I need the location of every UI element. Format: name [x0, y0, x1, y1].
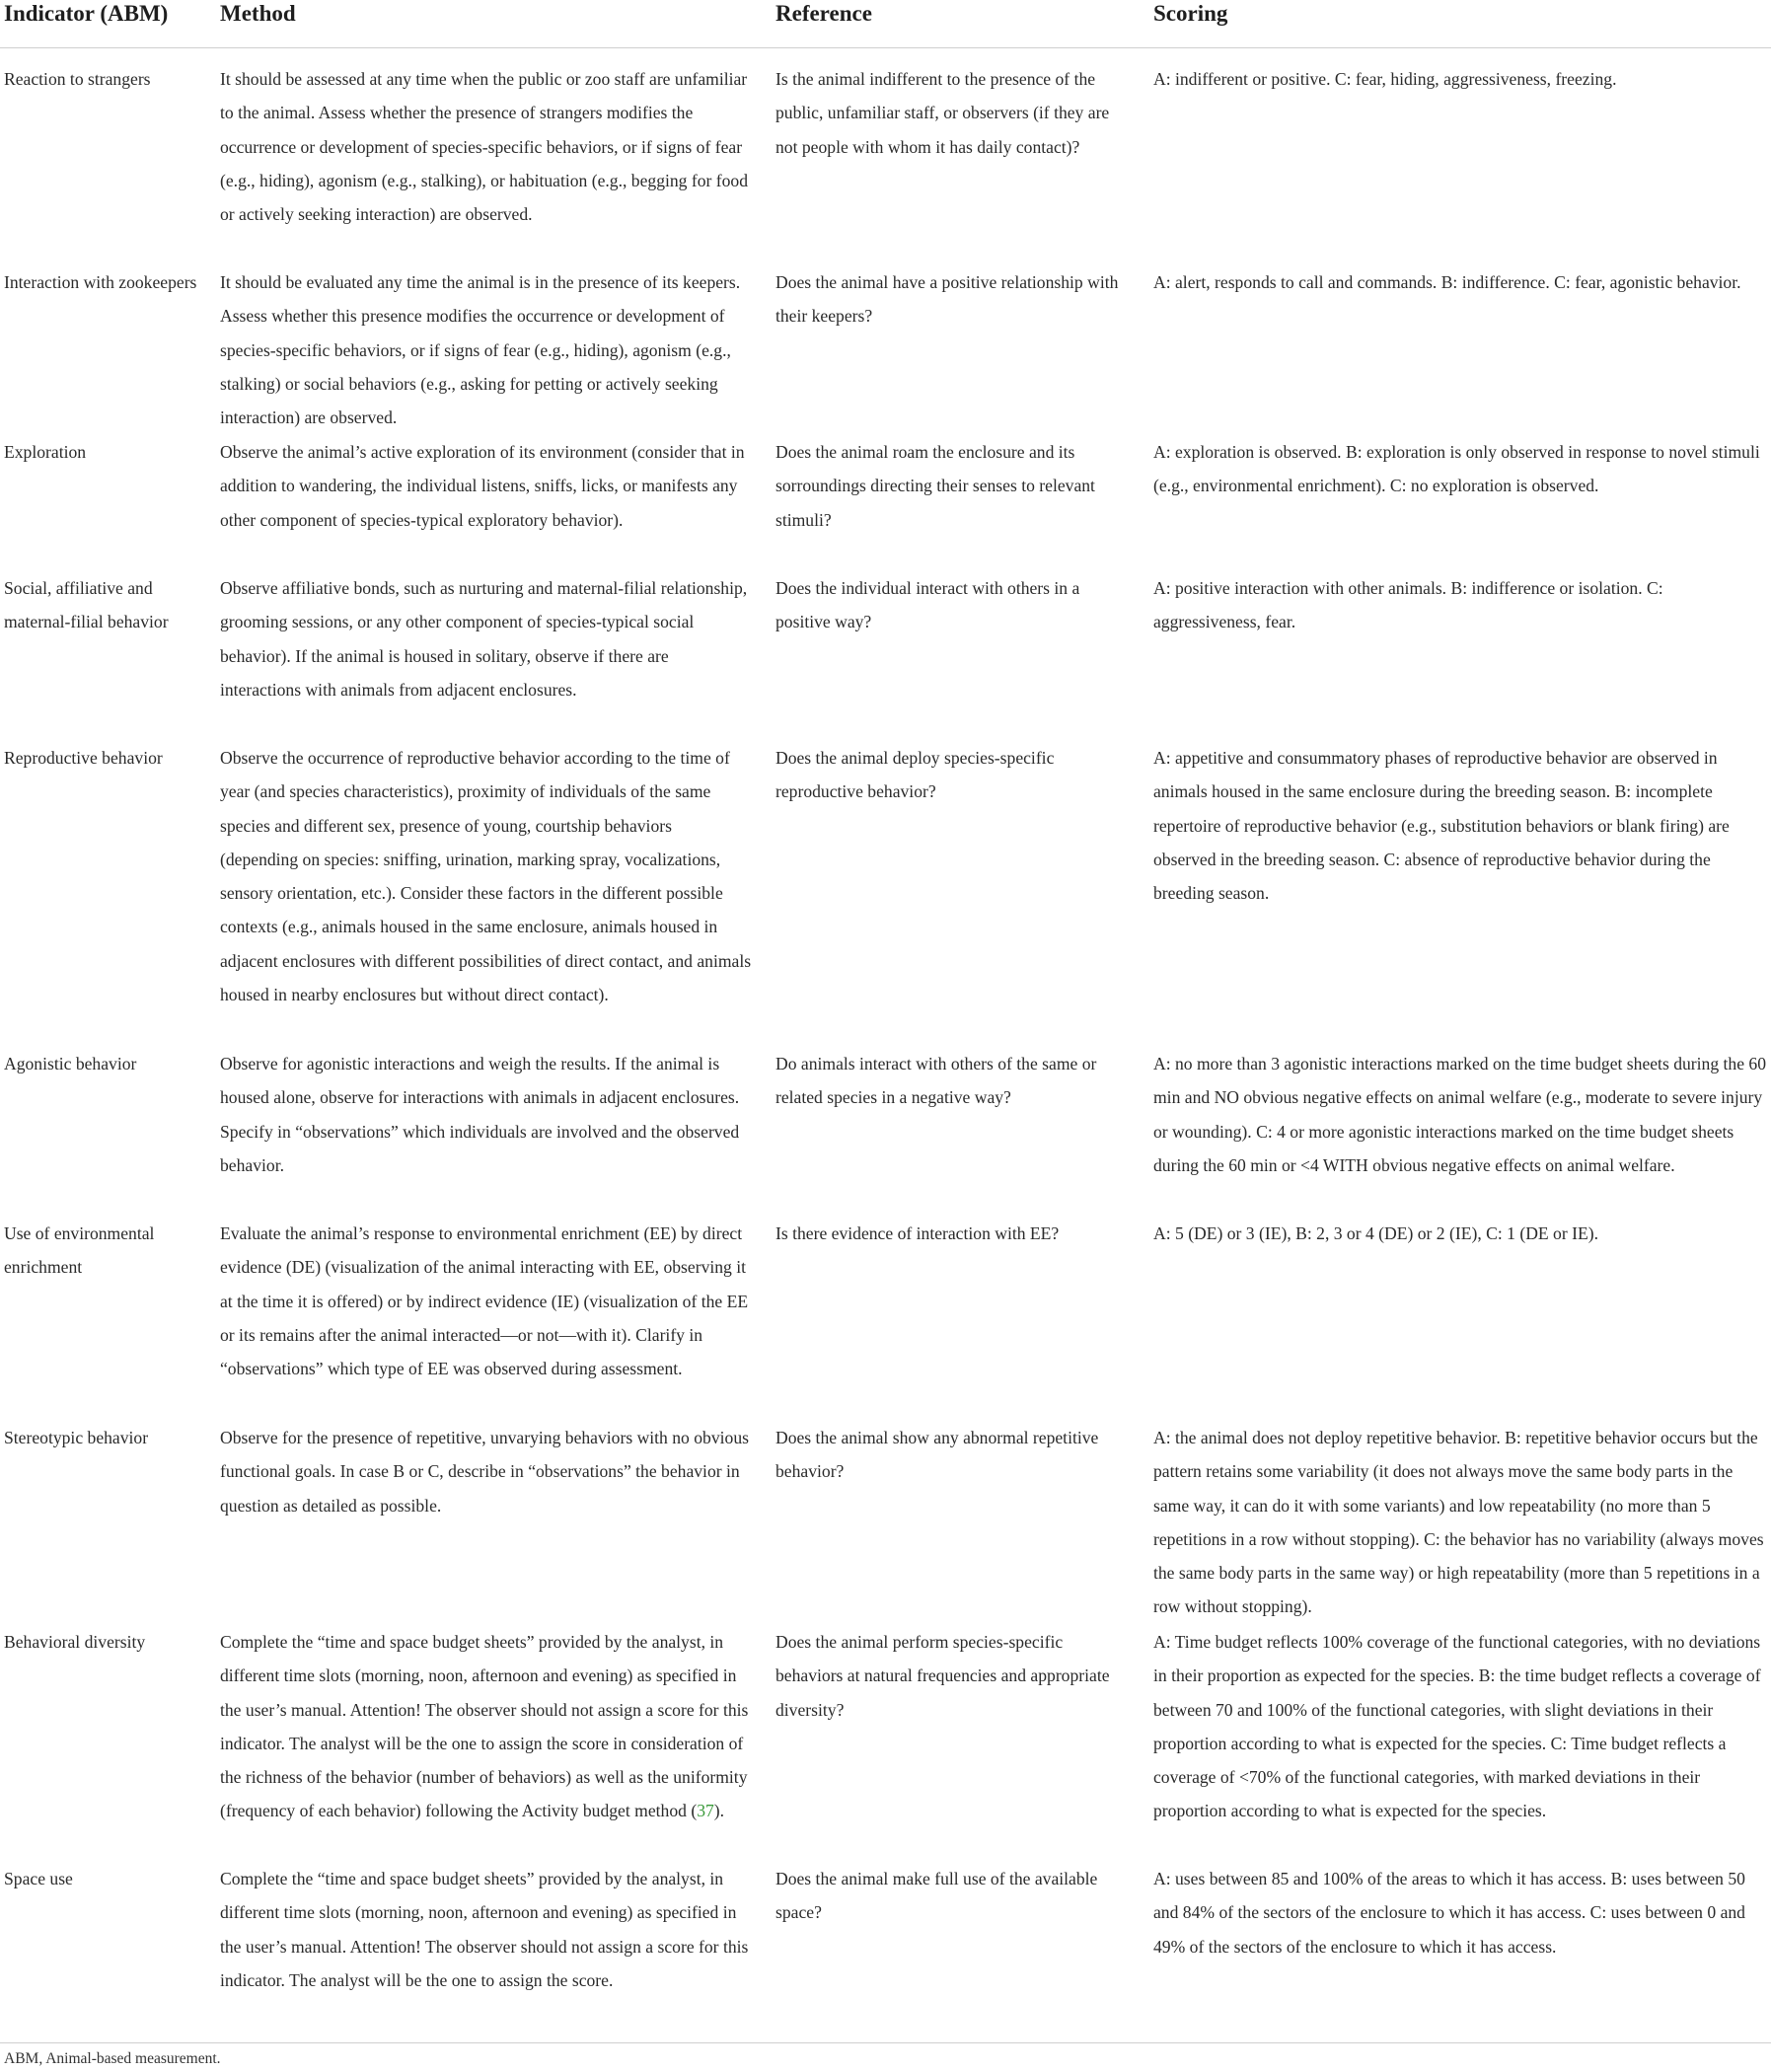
header-indicator: Indicator (ABM) [4, 1, 169, 26]
reference-cell: Does the animal have a positive relationship with their keepers? [775, 272, 1119, 327]
header-method: Method [220, 1, 296, 26]
method-cell: Observe the animal’s active exploration of its environment (consider that in addition to wandering, the individual listens, sniffs, licks, or manifests any other component of species-typical exploratory behavior). [220, 442, 745, 530]
table-row [0, 435, 1771, 571]
table-row [0, 1862, 1771, 2030]
table-row [0, 741, 1771, 1047]
reference-cell: Does the animal make full use of the available space? [775, 1869, 1098, 1923]
header-scoring: Scoring [1153, 1, 1228, 26]
method-cell [220, 1625, 753, 1828]
method-cell: Complete the “time and space budget sheets” provided by the analyst, in different time slots (morning, noon, afternoon and evening) as specified in the user’s manual. Attention! The observer should not assign a score for this indicator. The analyst will be the one to assign the score. [220, 1869, 749, 1990]
method-cell: Observe for the presence of repetitive, unvarying behaviors with no obvious functional goals. In case B or C, describe in “observations” the behavior in question as detailed as possible. [220, 1428, 749, 1516]
table-row [0, 1625, 1771, 1862]
reference-cell: Does the animal perform species-specific behaviors at natural frequencies and appropriate diversity? [775, 1632, 1110, 1720]
table-body [0, 48, 1771, 2030]
header-reference: Reference [775, 1, 872, 26]
citation-link[interactable]: 37 [697, 1801, 714, 1821]
scoring-cell: A: 5 (DE) or 3 (IE), B: 2, 3 or 4 (DE) or 2 (IE), C: 1 (DE or IE). [1153, 1223, 1598, 1243]
reference-cell: Does the individual interact with others in a positive way? [775, 578, 1080, 632]
table-row [0, 571, 1771, 741]
table-row [0, 62, 1771, 265]
scoring-cell: A: no more than 3 agonistic interactions marked on the time budget sheets during the 60 min and NO obvious negative effects on animal welfare (e.g., moderate to severe injury or wounding). C: 4 or more agonistic interactions marked on the time budget sheets during the 60 min or <4 WITH obvious negative effects on animal welfare. [1153, 1054, 1767, 1175]
method-text: Complete the “time and space budget sheets” provided by the analyst, in different time slots (morning, noon, afternoon and evening) as specified in the user’s manual. Attention! The observer should not assign a score for this indicator. The analyst will be the one to assign the score in consideration of the richness of the behavior (number of behaviors) as well as the uniformity (frequency of each behavior) following the Activity budget method ( [220, 1632, 749, 1821]
indicator-cell: Space use [4, 1869, 73, 1888]
indicator-cell: Reaction to strangers [4, 69, 151, 89]
table-row [0, 265, 1771, 435]
table-footer-rule [0, 2042, 1771, 2043]
indicator-cell: Stereotypic behavior [4, 1428, 149, 1447]
reference-cell: Is the animal indifferent to the presence of the public, unfamiliar staff, or observers (if they are not people with whom it has daily contact)? [775, 69, 1110, 157]
scoring-cell: A: positive interaction with other animals. B: indifference or isolation. C: aggressiveness, fear. [1153, 578, 1663, 632]
scoring-cell: A: uses between 85 and 100% of the areas to which it has access. B: uses between 50 and 84% of the sectors of the enclosure to which it has access. C: uses between 0 and 49% of the sectors of the enclosure to which it has access. [1153, 1869, 1745, 1957]
reference-cell: Does the animal roam the enclosure and its sorroundings directing their senses to relevant stimuli? [775, 442, 1095, 530]
scoring-cell: A: alert, responds to call and commands. B: indifference. C: fear, agonistic behavior. [1153, 272, 1741, 292]
reference-cell: Does the animal show any abnormal repetitive behavior? [775, 1428, 1099, 1482]
indicator-cell: Social, affiliative and maternal-filial behavior [4, 578, 169, 632]
method-cell: It should be assessed at any time when the public or zoo staff are unfamiliar to the animal. Assess whether the presence of strangers modifies the occurrence or development of species-specific behaviors, or if signs of fear (e.g., hiding), agonism (e.g., stalking), or habituation (e.g., begging for food or actively seeking interaction) are observed. [220, 69, 749, 225]
scoring-cell: A: appetitive and consummatory phases of reproductive behavior are observed in animals housed in the same enclosure during the breeding season. B: incomplete repertoire of reproductive behavior (e.g., substitution behaviors or blank firing) are observed in the breeding season. C: absence of reproductive behavior during the breeding season. [1153, 748, 1730, 904]
table-row [0, 1217, 1771, 1421]
reference-cell: Do animals interact with others of the same or related species in a negative way? [775, 1054, 1097, 1108]
method-cell: Observe affiliative bonds, such as nurturing and maternal-filial relationship, grooming sessions, or any other component of species-typical social behavior). If the animal is housed in solitary, observe if there are interactions with animals from adjacent enclosures. [220, 578, 748, 700]
table-row [0, 1421, 1771, 1625]
table-row [0, 1047, 1771, 1217]
scoring-cell: A: exploration is observed. B: exploration is only observed in response to novel stimuli (e.g., environmental enrichment). C: no exploration is observed. [1153, 442, 1760, 496]
indicator-cell: Use of environmental enrichment [4, 1223, 155, 1278]
indicator-cell: Interaction with zookeepers [4, 272, 197, 292]
table-footnote: ABM, Animal-based measurement. [4, 2050, 221, 2067]
reference-cell: Is there evidence of interaction with EE? [775, 1223, 1060, 1243]
indicator-cell: Reproductive behavior [4, 748, 163, 768]
method-text-end: ). [713, 1801, 725, 1821]
table-header [0, 0, 1771, 48]
method-cell: Evaluate the animal’s response to environmental enrichment (EE) by direct evidence (DE) (visualization of the animal interacting with EE, observing it at the time it is offered) or by indirect evidence (IE) (visualization of the EE or its remains after the animal interacted—or not—with it). Clarify in “observations” which type of EE was observed during assessment. [220, 1223, 749, 1379]
method-cell: It should be evaluated any time the animal is in the presence of its keepers. Assess whether this presence modifies the occurrence or development of species-specific behaviors, or if signs of fear (e.g., hiding), agonism (e.g., stalking) or social behaviors (e.g., asking for petting or actively seeking interaction) are observed. [220, 272, 741, 428]
scoring-cell: A: the animal does not deploy repetitive behavior. B: repetitive behavior occurs but the pattern retains some variability (it does not always move the same body parts in the same way, it can do it with some variants) and low repeatability (no more than 5 repetitions in a row without stopping). C: the behavior has no variability (always moves the same body parts in the same way) or high repeatability (more than 5 repetitions in a row without stopping). [1153, 1428, 1764, 1617]
indicator-cell: Behavioral diversity [4, 1632, 146, 1652]
method-cell: Observe the occurrence of reproductive behavior according to the time of year (and species characteristics), proximity of individuals of the same species and different sex, presence of young, courtship behaviors (depending on species: sniffing, urination, marking spray, vocalizations, sensory orientation, etc.). Consider these factors in the different possible contexts (e.g., animals housed in the same enclosure, animals housed in adjacent enclosures with different possibilities of direct contact, and animals housed in nearby enclosures but without direct contact). [220, 748, 752, 1005]
method-cell: Observe for agonistic interactions and weigh the results. If the animal is housed alone, observe for interactions with animals in adjacent enclosures. Specify in “observations” which individuals are involved and the observed behavior. [220, 1054, 740, 1175]
scoring-cell: A: indifferent or positive. C: fear, hiding, aggressiveness, freezing. [1153, 69, 1617, 89]
indicator-cell: Agonistic behavior [4, 1054, 137, 1073]
scoring-cell: A: Time budget reflects 100% coverage of the functional categories, with no deviations in their proportion as expected for the species. B: the time budget reflects a coverage of between 70 and 100% of the functional categories, with slight deviations in their proportion according to what is expected for the species. C: Time budget reflects a coverage of <70% of the functional categories, with marked deviations in their proportion according to what is expected for the species. [1153, 1632, 1761, 1821]
indicator-cell: Exploration [4, 442, 87, 462]
reference-cell: Does the animal deploy species-specific reproductive behavior? [775, 748, 1055, 802]
